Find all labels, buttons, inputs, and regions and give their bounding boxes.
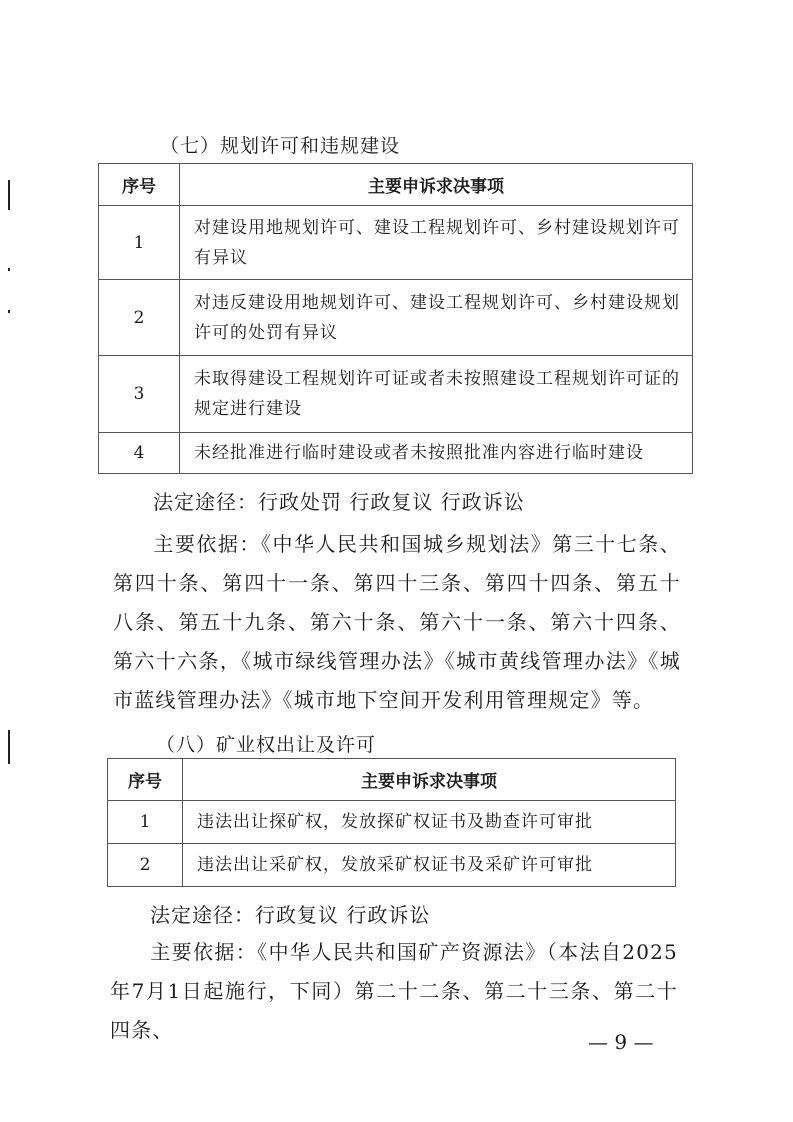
mining-table [107,758,676,887]
table-row [108,801,676,844]
row-number: 4 [99,433,180,474]
table-row [99,433,693,474]
section-heading-mining: （八）矿业权出让及许可 [156,734,377,756]
scan-edge-mark [8,180,10,210]
column-header-item: 主要申诉求决事项 [180,164,693,206]
legal-route: 法定途径：行政处罚 行政复议 行政诉讼 [153,490,525,514]
legal-route: 法定途径：行政复议 行政诉讼 [150,903,431,927]
legal-basis-text: 主要依据：《中华人民共和国城乡规划法》第三十七条、第四十条、第四十一条、第四十三条、第四十四条、第五十八条、第五十九条、第六十条、第六十一条、第六十四条、第六十六条，《城市绿线管理办法》《城市黄线管理办法》《城市蓝线管理办法》《城市地下空间开发利用管理规定》等。 [113,532,681,712]
row-item: 违法出让探矿权，发放探矿权证书及勘查许可审批 [183,801,676,844]
legal-basis-text: 主要依据：《中华人民共和国矿产资源法》（本法自2025年7月1日起施行，下同）第二十二条、第二十三条、第二十四条、 [110,940,678,1042]
table-row [108,844,676,887]
page-number: — 9 — [588,1030,654,1054]
row-item: 对违反建设用地规划许可、建设工程规划许可、乡村建设规划许可的处罚有异议 [180,280,693,356]
table-row [99,356,693,433]
scan-edge-mark [8,268,10,271]
column-header-item: 主要申诉求决事项 [183,759,676,801]
column-header-number: 序号 [99,164,180,206]
column-header-number: 序号 [108,759,183,801]
row-item: 违法出让采矿权，发放采矿权证书及采矿许可审批 [183,844,676,887]
planning-table [98,163,693,474]
section-heading-planning: （七）规划许可和违规建设 [160,135,401,157]
row-item: 对建设用地规划许可、建设工程规划许可、乡村建设规划许可有异议 [180,206,693,280]
table-header-row [99,164,693,206]
row-number: 3 [99,356,180,433]
table-row [99,280,693,356]
row-number: 1 [108,801,183,844]
scan-edge-mark [8,310,10,313]
row-number: 2 [108,844,183,887]
row-number: 2 [99,280,180,356]
table-row [99,206,693,280]
row-number: 1 [99,206,180,280]
legal-basis [113,525,681,720]
table-header-row [108,759,676,801]
row-item: 未取得建设工程规划许可证或者未按照建设工程规划许可证的规定进行建设 [180,356,693,433]
row-item: 未经批准进行临时建设或者未按照批准内容进行临时建设 [180,433,693,474]
scan-edge-mark [8,730,10,764]
